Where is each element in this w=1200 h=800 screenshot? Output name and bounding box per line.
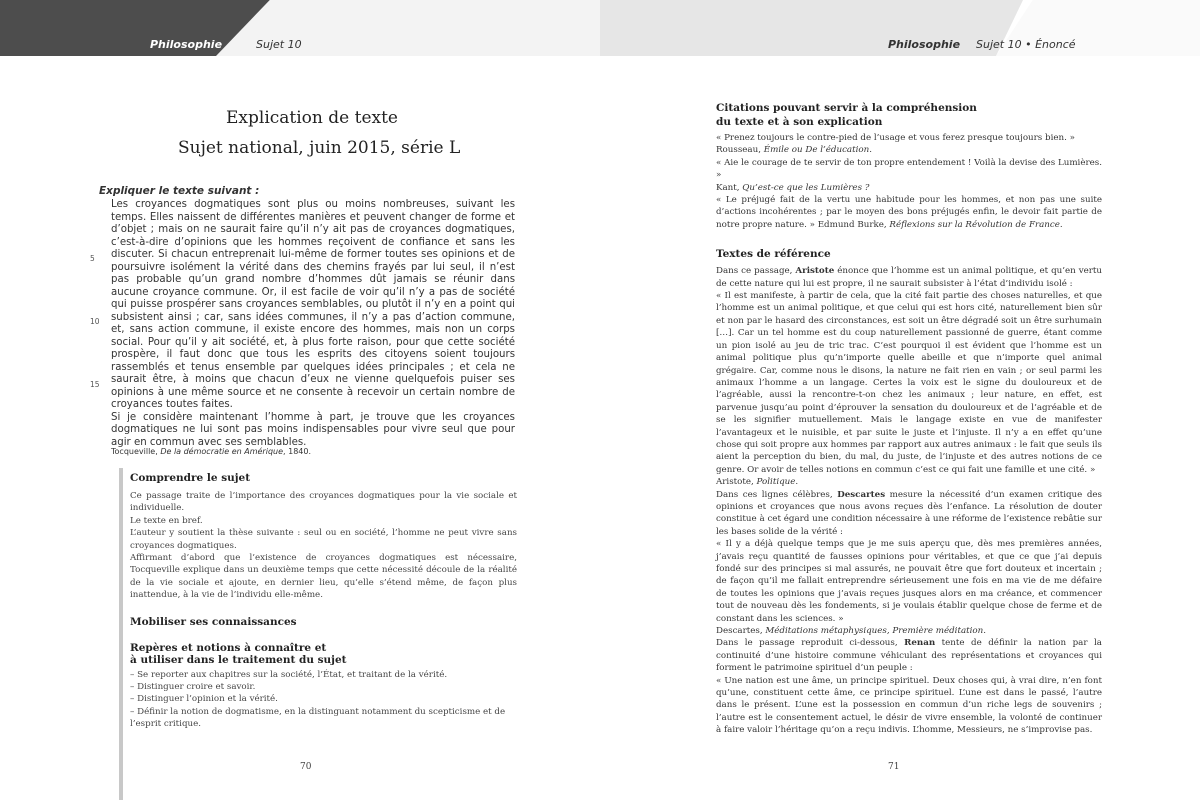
heading-mobiliser: Mobiliser ses connaissances: [130, 615, 297, 628]
list-item: – Distinguer croire et savoir.: [130, 682, 256, 693]
heading-reperes-line1: Repères et notions à connaître et: [130, 641, 327, 654]
textes-text: [716, 265, 1102, 736]
aristote-source: Aristote, Politique.: [716, 477, 799, 488]
comprendre-text: [130, 490, 517, 602]
citation-work: Méditations métaphysiques, Première méditation: [765, 626, 984, 637]
citation-work: Réflexions sur la Révolution de France: [889, 219, 1060, 230]
source-year: , 1840.: [283, 447, 312, 456]
page-title-line2: Sujet national, juin 2015, série L: [178, 138, 461, 158]
header-sujet-left: Sujet 10: [256, 38, 302, 51]
list-item: – Définir la notion de dogmatisme, en la distinguant notamment du scepticisme et de l’esprit critique.: [130, 706, 506, 730]
page-title-line1: Explication de texte: [226, 108, 398, 128]
citation-quote: « Aie le courage de te servir de ton propre entendement ! Voilà la devise des Lumières. »: [716, 157, 1102, 181]
descartes-intro: [716, 489, 1102, 539]
citation-source: [716, 182, 1102, 194]
source-author: Tocqueville,: [111, 447, 161, 456]
comprendre-paragraph: Affirmant d’abord que l’existence de croyances dogmatiques est nécessaire, Tocqueville explique dans un deuxième temps que cette nécessité découle de la réalité de la vie sociale et ajoute, en dernier lieu, qu’elle s’étend même, de façon plus inattendue, à la vie de l’individu elle-même.: [130, 553, 517, 601]
author-name: Renan: [904, 638, 936, 649]
aristote-quote: « Il est manifeste, à partir de cela, que la cité fait partie des choses naturelles, et que l’homme est un animal politique, et que celui qui est hors cité, naturellement bien sûr et non par le hasard des circonstances, est soit un être dégradé soit un être surhumain […]. Car un tel homme est du coup naturellement passionné de guerre, étant comme un pion isolé au jeu de tric trac. C’est pourquoi il est évident que l’homme est un animal politique plus qu’n’importe quelle abeille et que n’importe quel animal grégaire. Car, comme nous le disons, la nature ne fait rien en vain ; or seul parmi les animaux l’homme a un langage. Certes la voix est le signe du douloureux et de l’agréable, aussi la rencontre-t-on chez les animaux ; leur nature, en effet, est parvenue jusqu’au point d’éprouver la sensation du douloureux et de l’agréable et de se les signifier mutuellement. Mais le langage existe en vue de manifester l’avantageux et le nuisible, et par suite le juste et l’injuste. Il n’y a en effet qu’une chose qui soit propre aux hommes par rapport aux autres animaux : le fait que seuls ils aient la perception du bien, du mal, du juste, de l’injuste et des autres notions de ce genre. Or avoir de telles notions en commun c’est ce qui fait une famille et une cité. »: [716, 291, 1102, 475]
author-name: Aristote: [795, 266, 835, 277]
heading-citations-line2: du texte et à son explication: [716, 116, 883, 128]
renan-quote: « Une nation est une âme, un principe spirituel. Deux choses qui, à vrai dire, n’en font qu’une, constituent cette âme, ce principe spirituel. L’une est dans le passé, l’autre dans le présent. L’une est la possession en commun d’un riche legs de souvenirs ; l’autre est le consentement actuel, le désir de vivre ensemble, la volonté de continuer à faire valoir l’héritage qu’on a reçu indivis. L’homme, Messieurs, ne s’improvise pas.: [716, 675, 1102, 736]
intro-text: mesure la nécessité d’un examen critique des opinions et croyances que nous avons reçues dès l’enfance. La résolution de douter constitue à cet égard une condition nécessaire à une réforme de l’existence rebâtie sur les bases solide de la vérité :: [716, 489, 1102, 537]
left-page: [0, 56, 600, 800]
citation-author: Rousseau,: [716, 145, 764, 156]
citation-author: Aristote,: [716, 477, 757, 488]
citation-burke-text: « Le préjugé fait de la vertu une habitude pour les hommes, et non pas une suite d’actions incohérentes ; par le moyen des bons préjugés enfin, le devoir fait partie de notre propre nature. » Edmund Burke,: [716, 195, 1102, 230]
header-sujet-right: Sujet 10 • Énoncé: [976, 38, 1076, 51]
instruction: Expliquer le texte suivant :: [99, 185, 260, 197]
comprendre-paragraph: Le texte en bref.: [130, 515, 203, 526]
passage-paragraph: Si je considère maintenant l’homme à part, je trouve que les croyances dogmatiques ne lui sont pas moins indispensables pour vivre seul que pour agir en commun avec ses semblables.: [111, 411, 515, 448]
renan-intro: [716, 637, 1102, 674]
descartes-source: Descartes, Méditations métaphysiques, Première méditation.: [716, 626, 986, 637]
intro-text: Dans le passage reproduit ci-dessous,: [716, 638, 905, 649]
author-name: Descartes: [837, 489, 886, 500]
citation-work: Qu’est-ce que les Lumières ?: [742, 182, 870, 193]
citation-work: Politique: [756, 477, 796, 488]
heading-comprendre: Comprendre le sujet: [130, 472, 251, 484]
heading-reperes-line2: à utiliser dans le traitement du sujet: [130, 653, 347, 666]
list-item: – Distinguer l’opinion et la vérité.: [130, 694, 278, 705]
citations-section: [716, 101, 1102, 737]
line-number: 15: [90, 380, 100, 389]
source-work: De la démocratie en Amérique: [160, 447, 284, 456]
header-subject-right: Philosophie: [888, 38, 961, 51]
aristote-intro: [716, 265, 1102, 290]
line-number: 5: [90, 254, 95, 263]
passage-text: [111, 199, 515, 449]
page-number-right: 71: [888, 762, 900, 772]
page-number-left: 70: [300, 762, 312, 772]
heading-citations-line1: Citations pouvant servir à la compréhension: [716, 102, 977, 114]
descartes-quote: « Il y a déjà quelque temps que je me suis aperçu que, dès mes premières années, j’avais reçu quantité de fausses opinions pour véritables, et que ce que j’ai depuis fondé sur des principes si mal assurés, ne pouvait être que fort douteux et incertain ; de façon qu’il me fallait entreprendre sérieusement une fois en ma vie de me défaire de toutes les opinions que j’avais reçues jusques alors en ma créance, et commencer tout de nouveau dès les fondements, si je voulais établir quelque chose de ferme et de constant dans les sciences. »: [716, 539, 1102, 624]
intro-text: Dans ces lignes célèbres,: [716, 489, 838, 500]
right-page: [600, 56, 1200, 800]
citation-author: Descartes,: [716, 626, 766, 637]
heading-textes: Textes de référence: [716, 248, 831, 261]
citation-work: Émile ou De l’éducation: [763, 145, 870, 156]
comprendre-paragraph: L’auteur y soutient la thèse suivante : seul ou en société, l’homme ne peut vivre sans croyances dogmatiques.: [130, 528, 517, 551]
source-citation: [111, 447, 311, 456]
intro-text: tente de définir la nation par la continuité d’une histoire commune véhiculant des représentations et croyances qui forment le patrimoine spirituel d’un peuple :: [716, 638, 1102, 674]
citations-text: [716, 132, 1102, 231]
comprendre-paragraph: Ce passage traite de l’importance des croyances dogmatiques pour la vie sociale et individuelle.: [130, 491, 517, 514]
list-item: – Se reporter aux chapitres sur la société, l’État, et traitant de la vérité.: [130, 669, 448, 680]
intro-text: énonce que l’homme est un animal politique, et qu’en vertu de cette nature qui lui est propre, il ne saurait subsister à l’état d’individu isolé :: [716, 266, 1102, 289]
reperes-list: [130, 669, 517, 731]
header-subject-left: Philosophie: [150, 38, 223, 51]
citation-quote: « Prenez toujours le contre-pied de l’usage et vous ferez presque toujours bien. »: [716, 133, 1075, 143]
citation-quote: « Le préjugé fait de la vertu une habitude pour les hommes, et non pas une suite d’actions incohérentes ; par le moyen des bons préjugés enfin, le devoir fait partie de notre propre nature. » Edmund Burke, Réflexions sur la Révolution de France.: [716, 195, 1102, 230]
line-number: 10: [90, 317, 100, 326]
citation-author: Kant,: [716, 182, 743, 193]
intro-text: Dans ce passage,: [716, 266, 796, 277]
method-box: [119, 468, 517, 800]
citation-source: Rousseau, Émile ou De l’éducation.: [716, 145, 872, 156]
passage-paragraph: Les croyances dogmatiques sont plus ou moins nombreuses, suivant les temps. Elles naissent de différentes manières et peuvent changer de forme et d’objet ; mais on ne saurait faire qu’il n’y ait pas de croyances dogmatiques, c’est-à-dire d’opinions que les hommes reçoivent de confiance et sans les discuter. Si chacun entreprenait lui-même de former toutes ses opinions et de poursuivre isolément la vérité dans des chemins frayés par lui seul, il n’est pas probable qu’un grand nombre d’hommes dût jamais se réunir dans aucune croyance commune. Or, il est facile de voir qu’il n’y a pas de société qui puisse prospérer sans croyances semblables, ou plutôt il n’y en a point qui subsistent ainsi ; car, sans idées communes, il n’y a pas d’action commune, et, sans action commune, il existe encore des hommes, mais non un corps social. Pour qu’il y ait société, et, à plus forte raison, pour que cette société prospère, il faut donc que tous les esprits des citoyens soient toujours rassemblés et tenus ensemble par quelques idées principales ; et cela ne saurait être, à moins que chacun d’eux ne vienne quelquefois puiser ses opinions à une même source et ne consente à recevoir un certain nombre de croyances toutes faites.: [111, 199, 515, 410]
